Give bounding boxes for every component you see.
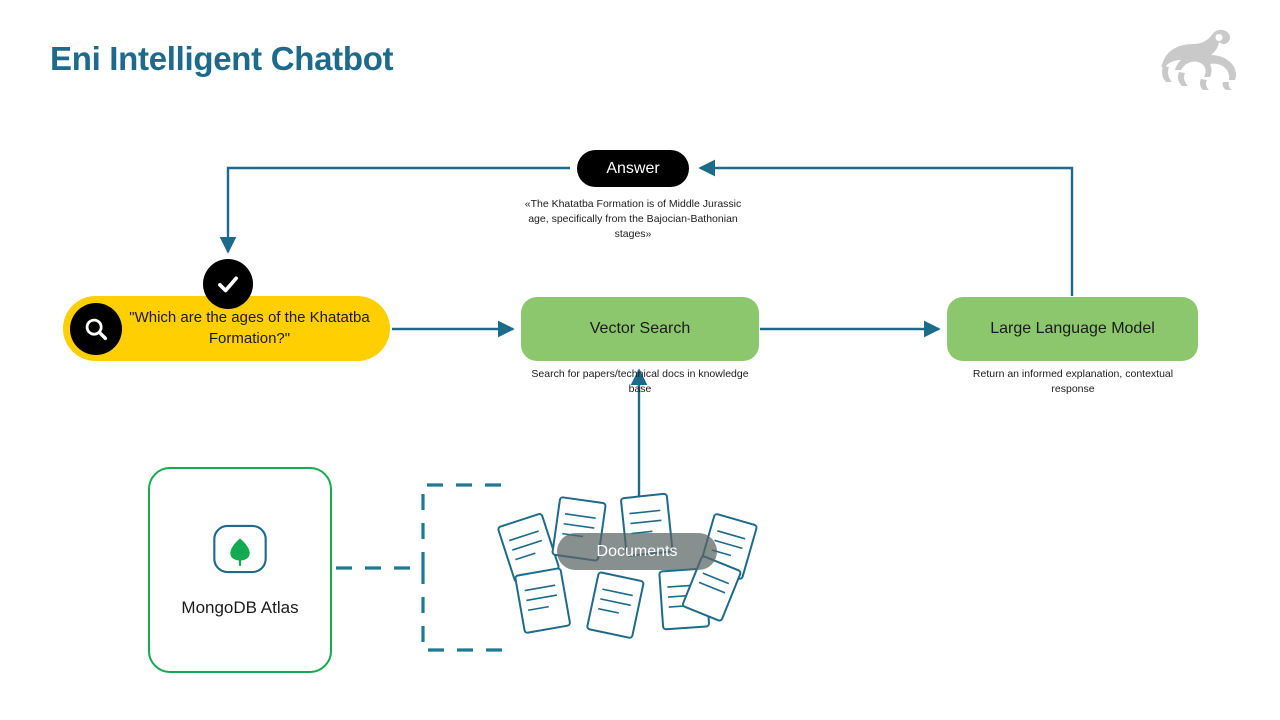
vector-search-node[interactable] bbox=[521, 297, 759, 361]
answer-label: Answer bbox=[606, 159, 660, 177]
search-magnifier-icon bbox=[70, 303, 122, 355]
check-mark-icon bbox=[203, 259, 253, 309]
mongodb-atlas-node[interactable] bbox=[148, 467, 332, 673]
large-language-model-label: Large Language Model bbox=[990, 320, 1155, 337]
user-question-label: "Which are the ages of the Khatatba Formation?" bbox=[129, 309, 370, 347]
eni-six-legged-dog-logo bbox=[1149, 22, 1245, 94]
vector-search-label: Vector Search bbox=[589, 320, 691, 337]
documents-node[interactable] bbox=[557, 533, 717, 570]
answer-node[interactable] bbox=[577, 150, 689, 187]
large-language-model-caption: Return an informed explanation, contextual response bbox=[972, 368, 1174, 396]
vector-search-caption: Search for papers/technical docs in knowledge base bbox=[531, 368, 749, 396]
mongodb-leaf-icon bbox=[209, 520, 271, 583]
answer-caption: «The Khatatba Formation is of Middle Jurassic age, specifically from the Bajocian-Bathonian stages» bbox=[524, 198, 742, 241]
documents-label: Documents bbox=[596, 542, 678, 560]
mongodb-atlas-label: MongoDB Atlas bbox=[181, 598, 299, 618]
large-language-model-node[interactable] bbox=[947, 297, 1198, 361]
page-title: Eni Intelligent Chatbot bbox=[50, 40, 394, 77]
